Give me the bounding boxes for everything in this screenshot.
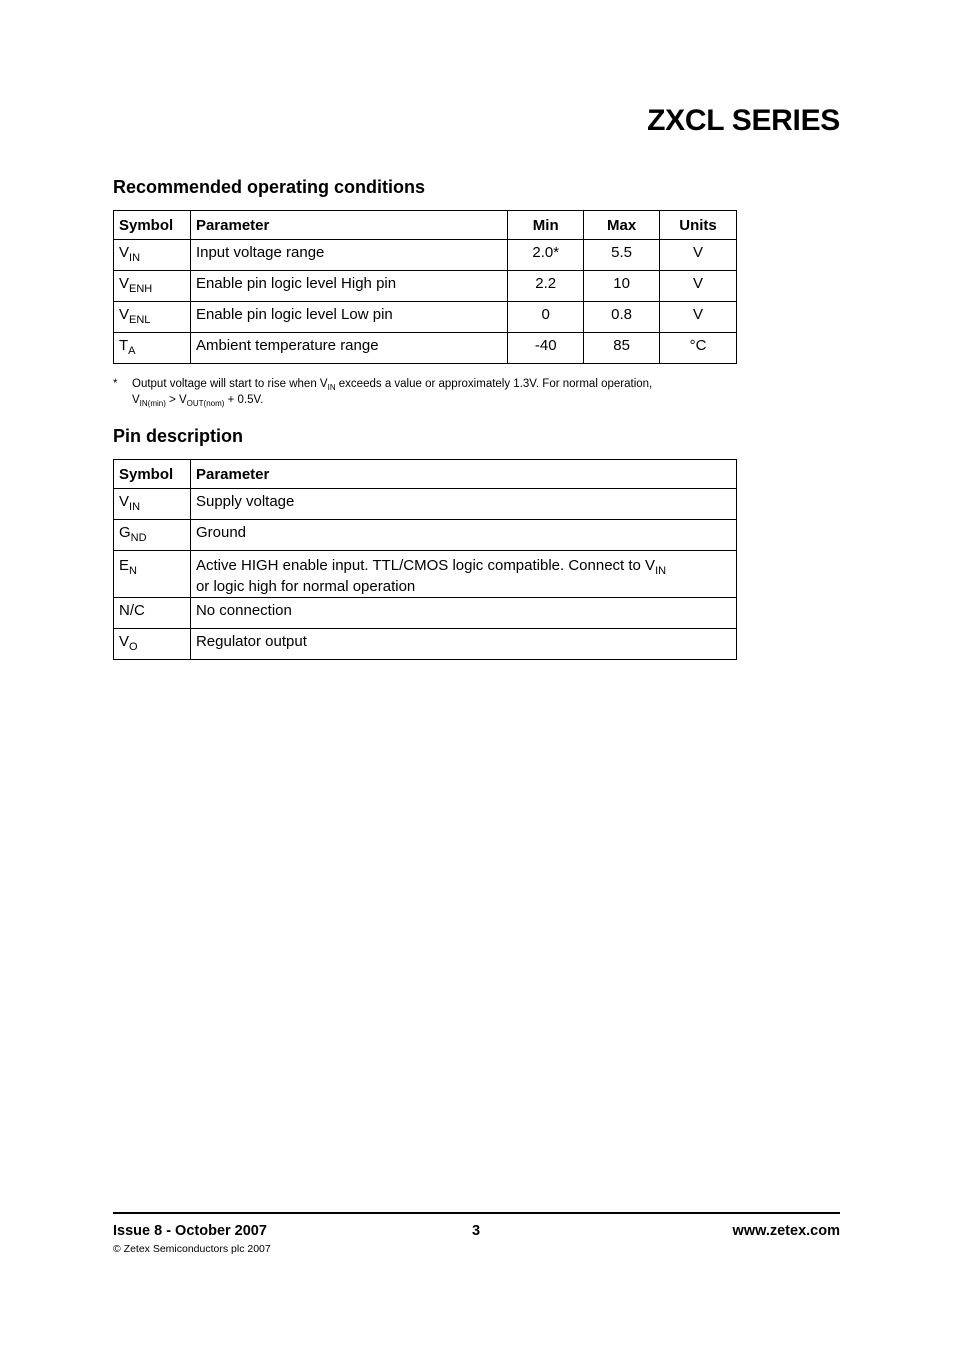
- max-cell: 5.5: [584, 240, 660, 271]
- footnote-text-a: Output voltage will start to rise when V: [132, 378, 328, 390]
- symbol-subscript: ENL: [129, 314, 151, 326]
- units-cell: V: [660, 271, 737, 302]
- symbol-cell: [114, 302, 191, 333]
- footnote-text-e: + 0.5V.: [224, 394, 264, 406]
- units-cell: °C: [660, 333, 737, 364]
- symbol-base: V: [119, 275, 130, 292]
- table-row: [114, 598, 737, 629]
- symbol-subscript: O: [129, 641, 138, 653]
- table-row: [114, 520, 737, 551]
- footer-copyright: © Zetex Semiconductors plc 2007: [113, 1243, 271, 1255]
- symbol-cell: [114, 629, 191, 660]
- footer-website-link[interactable]: www.zetex.com: [732, 1223, 840, 1239]
- column-header-units: Units: [660, 211, 737, 240]
- footnote-subscript: OUT(nom): [186, 399, 225, 408]
- symbol-subscript: ND: [130, 532, 147, 544]
- table-row: [114, 240, 737, 271]
- symbol-base: G: [119, 524, 131, 541]
- symbol-subscript: ENH: [129, 283, 153, 295]
- footer-divider: [113, 1212, 840, 1214]
- parameter-cell: Input voltage range: [190, 240, 507, 271]
- symbol-cell: [114, 489, 191, 520]
- footnote-text-b: exceeds a value or approximately 1.3V. For normal operation,: [335, 378, 653, 390]
- pin-description-heading: Pin description: [113, 426, 244, 446]
- symbol-base: T: [119, 337, 129, 354]
- symbol-base: V: [119, 633, 130, 650]
- series-title: ZXCL SERIES: [647, 104, 840, 137]
- page-number: 3: [472, 1223, 481, 1239]
- footnote-text-d: > V: [165, 394, 187, 406]
- symbol-subscript: IN: [129, 501, 141, 513]
- column-header-min: Min: [508, 211, 584, 240]
- footnote: [113, 376, 773, 408]
- symbol-subscript: IN: [129, 252, 141, 264]
- symbol-cell: [114, 240, 191, 271]
- table-row: [114, 551, 737, 598]
- symbol-cell: [114, 598, 191, 629]
- max-cell: 0.8: [584, 302, 660, 333]
- parameter-cell: Enable pin logic level High pin: [190, 271, 507, 302]
- table-row: [114, 302, 737, 333]
- parameter-cell: Ambient temperature range: [190, 333, 507, 364]
- parameter-cell: Regulator output: [190, 629, 736, 660]
- symbol-base: V: [119, 244, 130, 261]
- units-cell: V: [660, 302, 737, 333]
- units-cell: V: [660, 240, 737, 271]
- table-row: [114, 333, 737, 364]
- column-header-symbol: Symbol: [114, 211, 191, 240]
- column-header-parameter: Parameter: [190, 460, 736, 489]
- parameter-text-a: Active HIGH enable input. TTL/CMOS logic compatible. Connect to V: [195, 557, 656, 574]
- parameter-cell: [190, 551, 736, 598]
- symbol-cell: [114, 271, 191, 302]
- table-row: [114, 629, 737, 660]
- symbol-cell: [114, 333, 191, 364]
- symbol-base: V: [119, 493, 130, 510]
- symbol-subscript: N: [129, 565, 137, 577]
- recommended-conditions-heading: Recommended operating conditions: [113, 177, 426, 197]
- column-header-max: Max: [584, 211, 660, 240]
- min-cell: 0: [508, 302, 584, 333]
- table-row: [114, 489, 737, 520]
- max-cell: 85: [584, 333, 660, 364]
- table-row: [114, 271, 737, 302]
- footer-issue: Issue 8 - October 2007: [113, 1223, 267, 1239]
- parameter-subscript: IN: [655, 565, 667, 577]
- min-cell: 2.0*: [508, 240, 584, 271]
- max-cell: 10: [584, 271, 660, 302]
- footnote-text: [132, 376, 773, 408]
- parameter-cell: No connection: [190, 598, 736, 629]
- column-header-symbol: Symbol: [114, 460, 191, 489]
- parameter-cell: Enable pin logic level Low pin: [190, 302, 507, 333]
- parameter-cell: Ground: [190, 520, 736, 551]
- parameter-text-b: or logic high for normal operation: [195, 578, 416, 595]
- symbol-subscript: A: [128, 345, 136, 357]
- symbol-base: V: [119, 306, 130, 323]
- pin-description-table: [113, 459, 737, 660]
- symbol-base: E: [119, 557, 130, 574]
- table-header-row: [114, 460, 737, 489]
- symbol-base: N/C: [119, 602, 145, 619]
- footnote-text-c: V: [132, 394, 140, 406]
- column-header-parameter: Parameter: [190, 211, 507, 240]
- recommended-conditions-table: [113, 210, 737, 364]
- parameter-cell: Supply voltage: [190, 489, 736, 520]
- footnote-marker: *: [113, 378, 118, 390]
- footnote-subscript: IN(min): [139, 399, 166, 408]
- min-cell: -40: [508, 333, 584, 364]
- symbol-cell: [114, 520, 191, 551]
- footnote-subscript: IN: [327, 383, 336, 392]
- symbol-cell: [114, 551, 191, 598]
- table-header-row: [114, 211, 737, 240]
- min-cell: 2.2: [508, 271, 584, 302]
